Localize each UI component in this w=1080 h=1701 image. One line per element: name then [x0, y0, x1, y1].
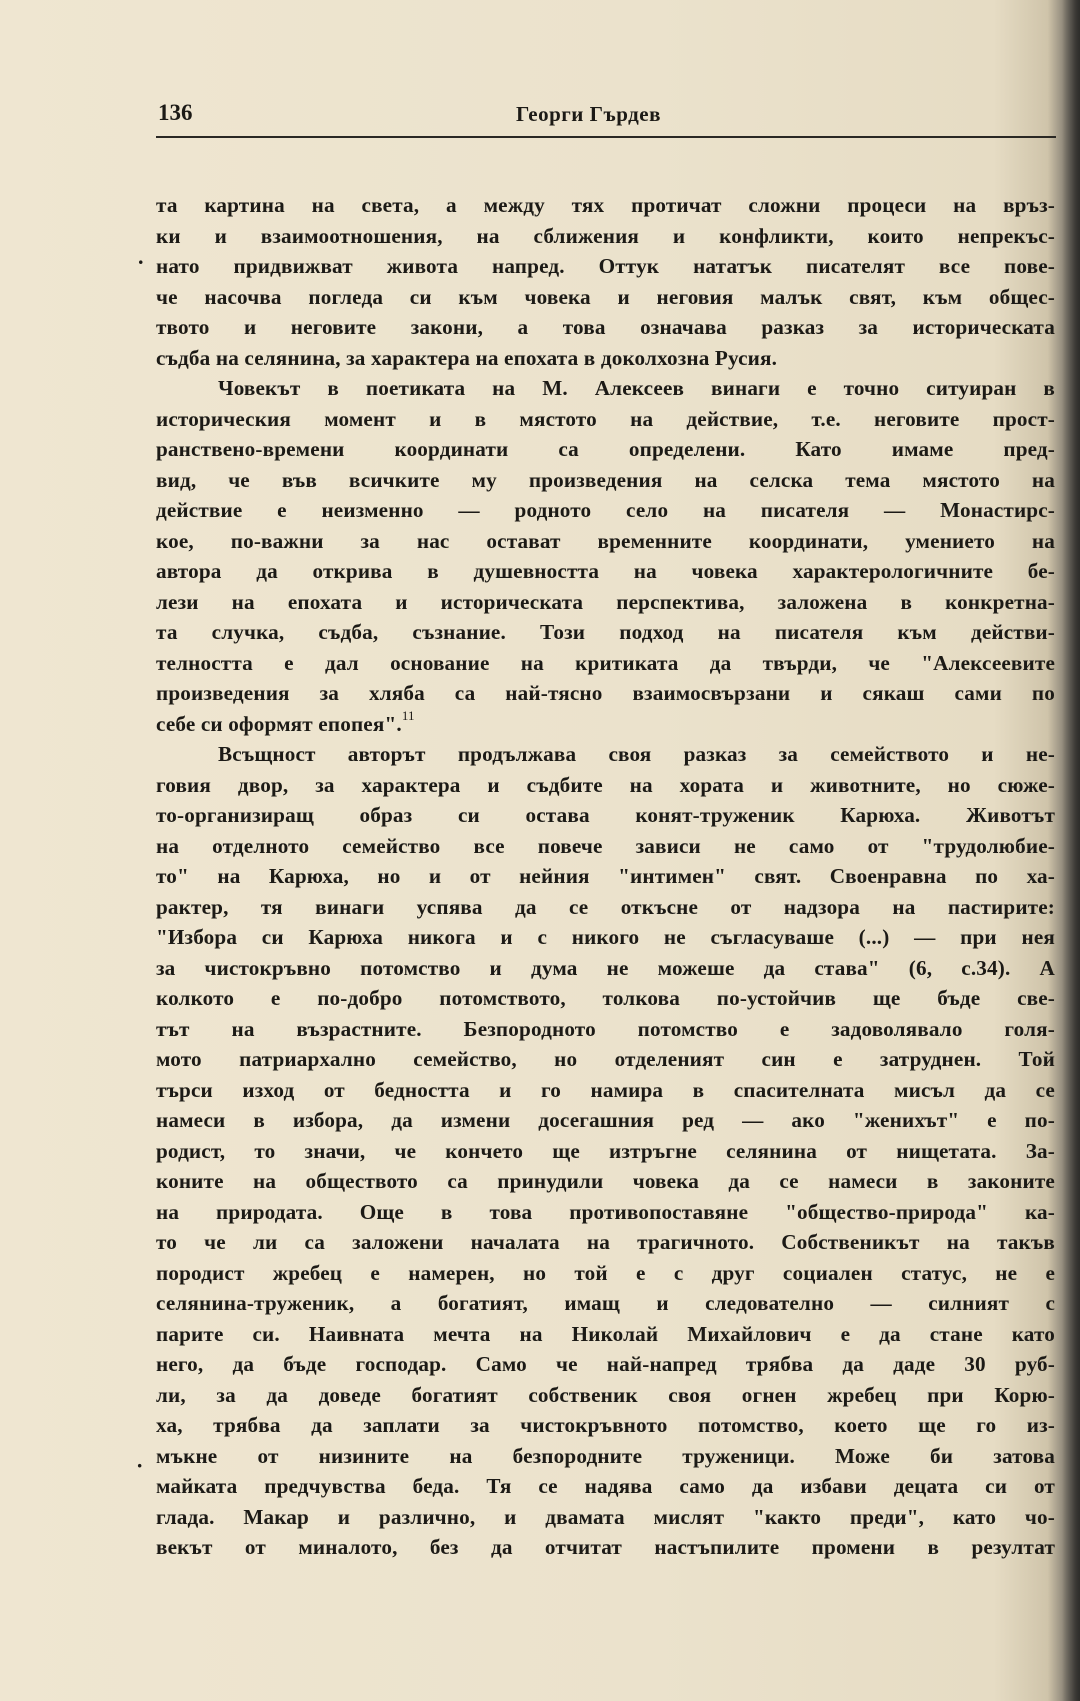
text-line: коните на обществото са принудили човека да се намеси в законите	[156, 1169, 1055, 1193]
text-line: то" на Карюха, но и от нейния "интимен" свят. Своенравна по ха-	[156, 864, 1055, 888]
text-line: то-организиращ образ си остава конят-труженик Карюха. Животът	[156, 803, 1055, 827]
text-line: за чистокръвно потомство и дума не можеше да става" (6, с.34). А	[156, 955, 1055, 980]
text-line: селянина-труженик, а богатият, имащ и следователно — силният с	[156, 1291, 1055, 1315]
text-line: родист, то значи, че кончето ще изтръгне селянина от нищетата. За-	[156, 1138, 1055, 1163]
text-line: ли, за да доведе богатият собственик своя огнен жребец при Корю-	[156, 1382, 1055, 1407]
running-head: Георги Гърдев	[516, 102, 661, 126]
page-number: 136	[158, 100, 193, 125]
text-line: Човекът в поетиката на М. Алексеев винаги е точно ситуиран в	[218, 376, 1055, 400]
text-line: глада. Макар и различно, и двамата мислят "както преди", като чо-	[156, 1504, 1055, 1529]
text-line: рактер, тя винаги успява да се откъсне от надзора на пастирите:	[156, 894, 1055, 919]
text-line: "Избора си Карюха никога и с никого не съгласуваше (...) — при нея	[156, 925, 1055, 949]
page-edge-shadow	[1062, 0, 1080, 1701]
text-line: себе си оформят епопея".	[156, 711, 402, 736]
text-line: майката предчувства беда. Тя се надява само да избави децата си от	[156, 1474, 1055, 1498]
text-line: произведения за хляба са най-тясно взаимосвързани и сякаш сами по	[156, 681, 1055, 705]
text-line: него, да бъде господар. Само че най-напред трябва да даде 30 руб-	[156, 1352, 1055, 1376]
text-line: мото патриархално семейство, но отделеният син е затруднен. Той	[156, 1047, 1055, 1071]
text-line: ха, трябва да заплати за чистокръвното потомство, което ще го из-	[156, 1413, 1055, 1437]
text-line: на природата. Още в това противопоставяне "общество-природа" ка-	[156, 1199, 1055, 1224]
text-line: породист жребец е намерен, но той е с друг социален статус, не е	[156, 1260, 1055, 1285]
text-line: историческия момент и в мястото на действие, т.е. неговите прост-	[156, 406, 1055, 431]
page-header	[156, 96, 1056, 138]
text-line: та случка, съдба, съзнание. Този подход на писателя към действи-	[156, 620, 1055, 644]
text-line: вид, че във всичките му произведения на селска тема мястото на	[156, 467, 1055, 492]
text-line: векът от миналото, без да отчитат настъпилите промени в резултат	[156, 1535, 1055, 1559]
text-line: на отделното семейство все повече зависи не само от "трудолюбие-	[156, 833, 1055, 858]
text-line: лези на епохата и историческата перспектива, заложена в конкретна-	[156, 589, 1055, 614]
body-text	[156, 190, 1055, 1563]
text-line: ранствено-времени координати са определени. Като имаме пред-	[156, 437, 1055, 461]
text-line: телността е дал основание на критиката да твърди, че "Алексеевите	[156, 650, 1055, 675]
text-line: Всъщност авторът продължава своя разказ за семейството и не-	[218, 742, 1055, 766]
text-line: действие е неизменно — родното село на писателя — Монастирс-	[156, 498, 1055, 522]
text-line: кое, по-важни за нас остават временните координати, умението на	[156, 528, 1055, 553]
text-line: та картина на света, а между тях протичат сложни процеси на връз-	[156, 193, 1055, 217]
text-line: тът на възрастните. Безпородното потомство е задоволявало голя-	[156, 1016, 1055, 1041]
text-line: ки и взаимоотношения, на сближения и конфликти, които непрекъс-	[156, 223, 1055, 248]
text-line: намеси в избора, да измени досегашния ред — ако "женихът" е по-	[156, 1108, 1055, 1132]
text-line-with-footnote	[156, 709, 1055, 740]
text-line: парите си. Наивната мечта на Николай Михайлович е да стане като	[156, 1321, 1055, 1346]
text-line: твото и неговите закони, а това означава разказ за историческата	[156, 315, 1055, 339]
text-line: съдба на селянина, за характера на епохата в доколхозна Русия.	[156, 345, 778, 370]
text-line: търси изход от бедността и го намира в спасителната мисъл да се	[156, 1077, 1055, 1102]
text-line: нато придвижват живота напред. Оттук нататък писателят все пове-	[156, 254, 1055, 278]
text-line: автора да открива в душевността на човека характерологичните бе-	[156, 559, 1055, 583]
margin-dot: ·	[136, 1453, 144, 1478]
text-line: то че ли са заложени началата на трагичното. Собственикът на такъв	[156, 1230, 1055, 1254]
text-line: колкото е по-добро потомството, толкова по-устойчив ще бъде све-	[156, 986, 1055, 1010]
text-line: говия двор, за характера и съдбите на хората и животните, но сюже-	[156, 772, 1055, 797]
margin-dot: .	[138, 244, 144, 269]
text-line: че насочва погледа си към човека и неговия малък свят, към общес-	[156, 284, 1055, 309]
text-line: мъкне от низините на безпородните труженици. Може би затова	[156, 1443, 1055, 1468]
footnote-reference[interactable]: 11	[401, 707, 415, 723]
